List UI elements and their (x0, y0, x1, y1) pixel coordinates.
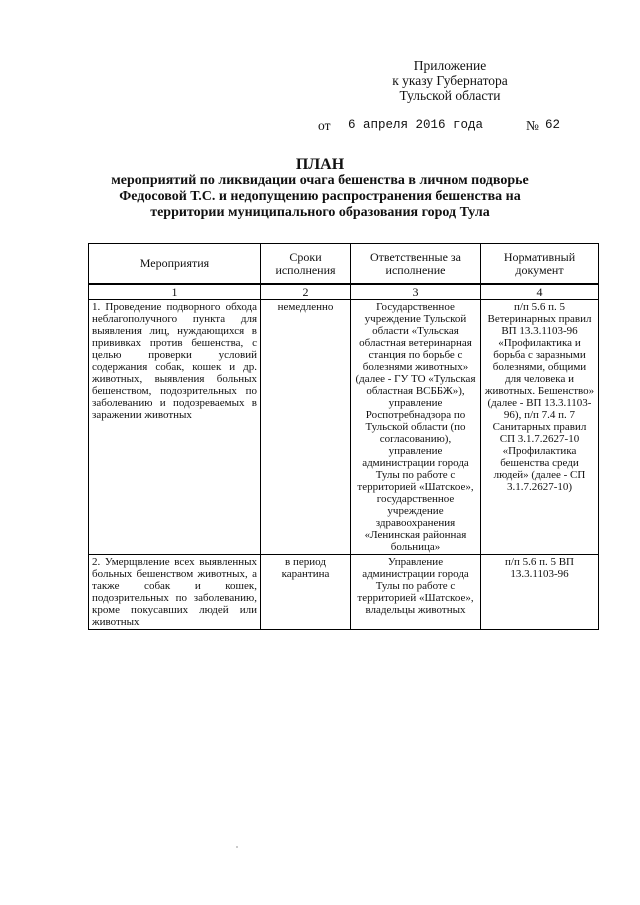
header-deadline: Сроки исполнения (261, 244, 351, 285)
responsible-cell: Управление администрации города Тулы по работе с территорией «Шатское», владельцы животных (351, 555, 481, 630)
plan-title-line-2: Федосовой Т.С. и недопущению распространения бешенства на (119, 189, 521, 204)
document-cell: п/п 5.6 п. 5 Ветеринарных правил ВП 13.3.1103-96 «Профилактика и борьба с заразными болезнями, общими для человека и животных. Бешенство» (далее - ВП 13.3.1103-96), п/п 7.4 п. 7 Санитарных правил СП 3.1.7.2627-10 «Профилактика бешенства среди людей» (далее - СП 3.1.7.2627-10) (481, 300, 599, 555)
appendix-line-3: Тульской области (399, 88, 501, 103)
scan-speck (236, 846, 238, 848)
column-number-row (89, 284, 599, 300)
header-responsible: Ответственные за исполнение (351, 244, 481, 285)
responsible-cell: Государственное учреждение Тульской области «Тульская областная ветеринарная станция по борьбе с болезнями животных» (далее - ГУ ТО «Тульская областная ВСББЖ»), управление Роспотребнадзора по Тульской области (по согласованию), управление администрации города Тулы по работе с территорией «Шатское», государственное учреждение здравоохранения «Ленинская районная больница» (351, 300, 481, 555)
decree-date: 6 апреля 2016 года (348, 118, 484, 132)
plan-title (0, 157, 640, 221)
column-number: 1 (89, 284, 261, 300)
measure-cell: 2. Умерщвление всех выявленных больных бешенством животных, а также собак и кошек, подозрительных по заболеванию, кроме покусавших людей или животных (89, 555, 261, 630)
column-number: 3 (351, 284, 481, 300)
table-row (89, 300, 599, 555)
header-document: Нормативный документ (481, 244, 599, 285)
decree-number: 62 (545, 118, 561, 132)
deadline-cell: немедленно (261, 300, 351, 555)
table-header-row (89, 244, 599, 285)
appendix-line-2: к указу Губернатора (392, 73, 508, 88)
table-row (89, 555, 599, 630)
plan-title-line-1: мероприятий по ликвидации очага бешенства в личном подворье (111, 173, 529, 188)
column-number: 2 (261, 284, 351, 300)
plan-heading: ПЛАН (295, 156, 345, 173)
appendix-line-1: Приложение (413, 58, 487, 73)
plan-table (88, 243, 599, 630)
number-label: № (526, 118, 539, 133)
column-number: 4 (481, 284, 599, 300)
appendix-block (380, 58, 520, 103)
plan-title-line-3: территории муниципального образования город Тула (150, 205, 490, 220)
measure-cell: 1. Проведение подворного обхода неблагополучного пункта для выявления лиц, нуждающихся в прививках против бешенства, с целью проверки условий содержания собак, кошек и др. животных, выявления больных бешенством, подозрительных по заболеванию и подозреваемых в заражении животных (89, 300, 261, 555)
header-measures: Мероприятия (89, 244, 261, 285)
deadline-cell: в период карантина (261, 555, 351, 630)
from-label: от (318, 118, 331, 133)
document-cell: п/п 5.6 п. 5 ВП 13.3.1103-96 (481, 555, 599, 630)
